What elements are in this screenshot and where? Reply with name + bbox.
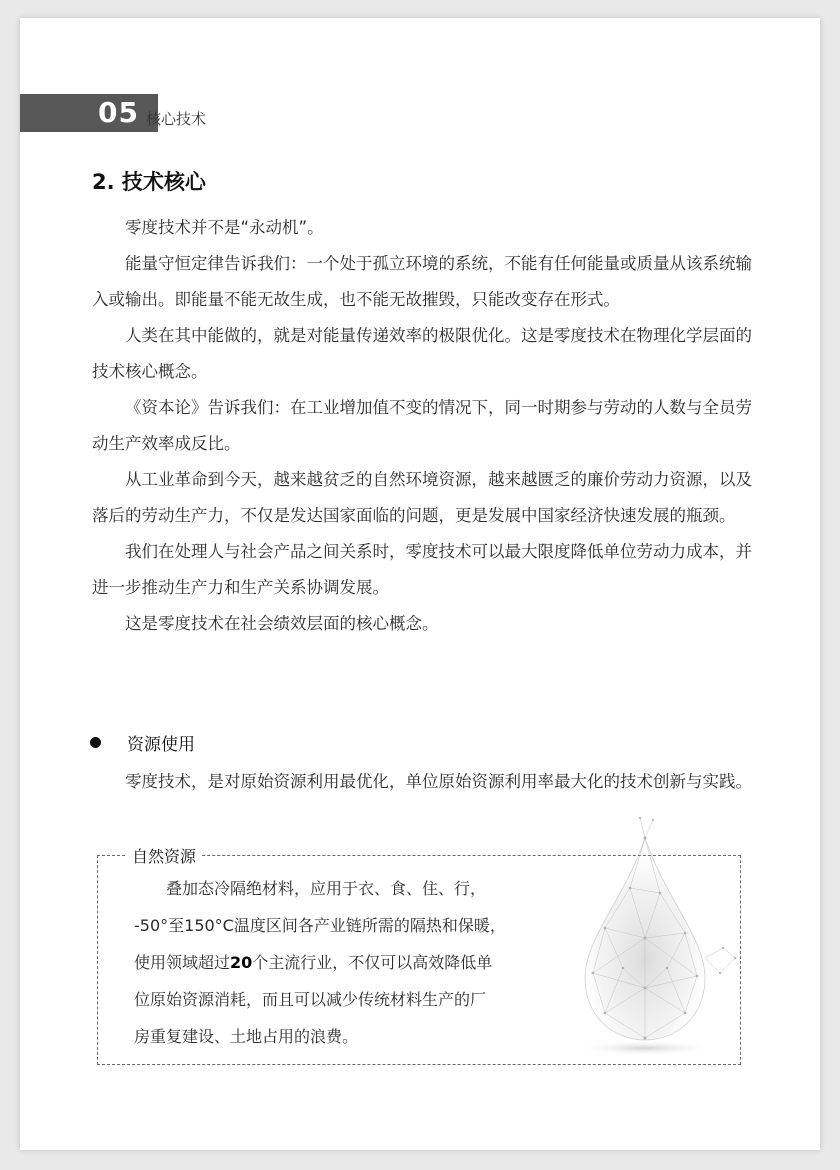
paragraph: 零度技术并不是“永动机”。 (125, 218, 324, 237)
section-title: 2. 技术核心 (92, 170, 206, 194)
paragraph: 人类在其中能做的，就是对能量传递效率的极限优化。这是零度技术在物理化学层面的技术核心概念。 (92, 326, 752, 381)
box-text (134, 870, 579, 1055)
box-line: 房重复建设、土地占用的浪费。 (134, 1027, 359, 1046)
paragraph: 能量守恒定律告诉我们：一个处于孤立环境的系统，不能有任何能量或质量从该系统输入或输出。即能量不能无故生成，也不能无故摧毁，只能改变存在形式。 (92, 254, 752, 309)
box-line: 叠加态冷隔绝材料，应用于衣、食、住、行， (166, 879, 487, 898)
bullet-dot-icon (90, 737, 101, 748)
bullet-heading (90, 730, 195, 755)
paragraph: 零度技术，是对原始资源利用最优化，单位原始资源利用率最大化的技术创新与实践。 (125, 772, 752, 791)
chapter-title: 核心技术 (146, 110, 207, 128)
box-line: 位原始资源消耗，而且可以减少传统材料生产的厂 (134, 990, 487, 1009)
body-text (92, 210, 752, 642)
document-page (20, 18, 820, 1150)
box-line: 使用领域超过20个主流行业，不仅可以高效降低单 (134, 953, 493, 972)
box-label: 自然资源 (126, 844, 202, 867)
paragraph: 这是零度技术在社会绩效层面的核心概念。 (125, 614, 439, 633)
highlight-number: 20 (230, 953, 253, 972)
paragraph: 《资本论》告诉我们：在工业增加值不变的情况下，同一时期参与劳动的人数与全员劳动生产效率成反比。 (92, 398, 752, 453)
bullet-heading-text: 资源使用 (127, 735, 195, 755)
bullet-text (92, 764, 752, 800)
chapter-number: 05 (98, 96, 139, 129)
paragraph: 我们在处理人与社会产品之间关系时，零度技术可以最大限度降低单位劳动力成本，并进一步推动生产力和生产关系协调发展。 (92, 542, 752, 597)
box-line: -50°至150°C温度区间各产业链所需的隔热和保暖， (134, 916, 506, 935)
paragraph: 从工业革命到今天，越来越贫乏的自然环境资源，越来越匮乏的廉价劳动力资源，以及落后的劳动生产力，不仅是发达国家面临的问题，更是发展中国家经济快速发展的瓶颈。 (92, 470, 752, 525)
